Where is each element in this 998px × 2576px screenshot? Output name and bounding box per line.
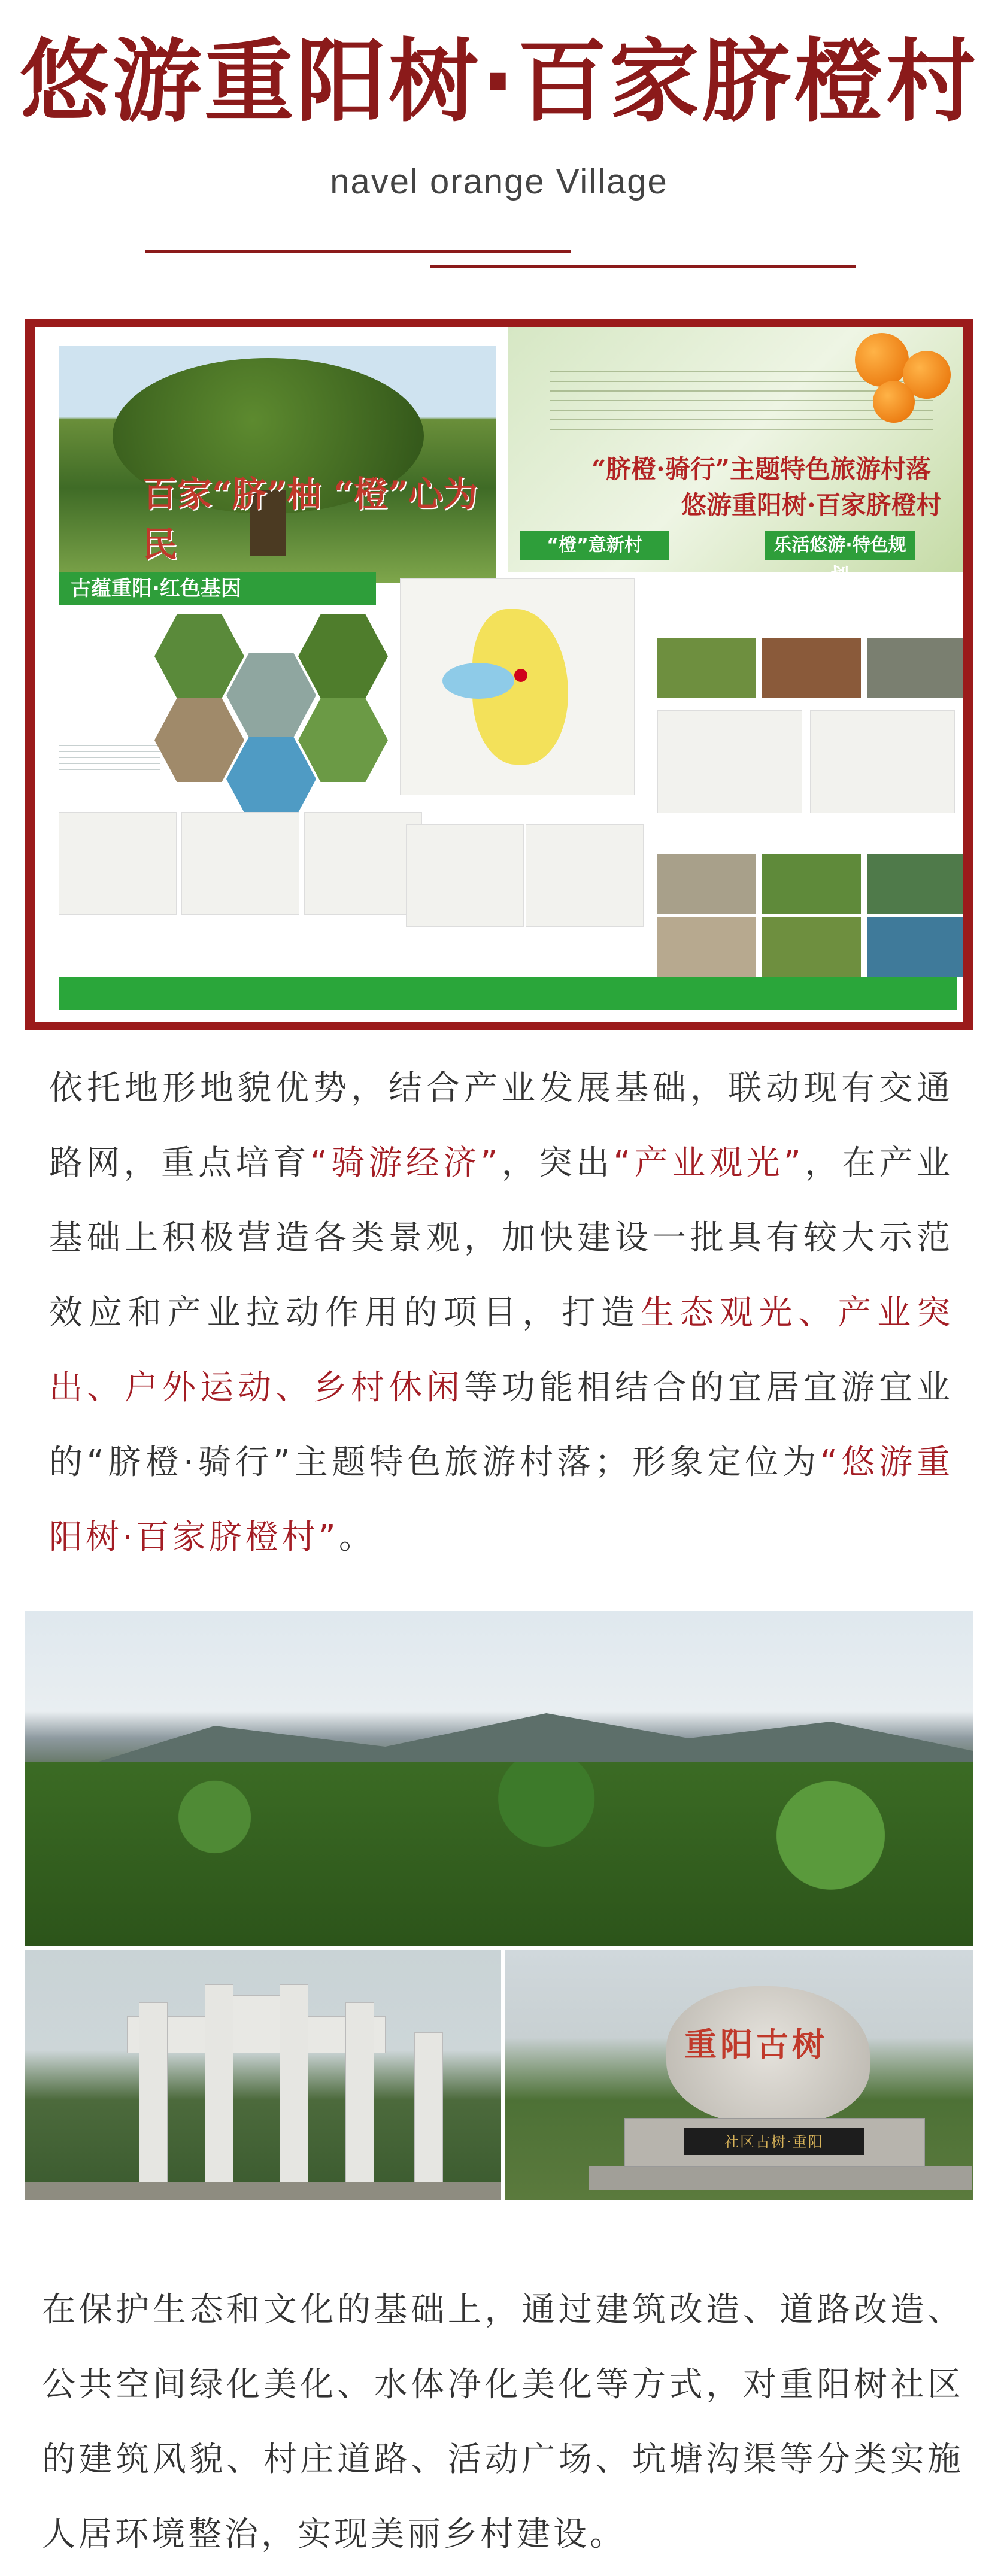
archway-pillar (345, 2002, 374, 2183)
map-lake (442, 663, 514, 699)
monument-photo (505, 1950, 973, 2200)
orange-fruit (855, 333, 909, 387)
ground (25, 2182, 501, 2200)
poster-mini-map (59, 812, 177, 915)
poster-hex-photo (298, 698, 388, 782)
paragraph-text: 依托地形地貌优势，结合产业发展基础，联动现有交通路网，重点培育 (49, 1069, 953, 1183)
poster-photo (657, 917, 756, 977)
poster-body-text (59, 614, 160, 770)
poster-mini-map (304, 812, 422, 915)
paragraph-text: ，在产业基础上积极营造各类景观，加快建设一批具有较大示范效应和产业拉动作用的项目，打造 (49, 1144, 954, 1332)
map-marker (514, 669, 527, 682)
page-subtitle: navel orange Village (330, 162, 668, 201)
poster-hex-photo (298, 614, 388, 698)
poster-photo (657, 854, 756, 914)
poster-slogan: 百家“脐”柚 “橙”心为民 (142, 474, 478, 565)
monument-base (589, 2166, 972, 2190)
poster-footer-bar (59, 977, 957, 1010)
poster-photo (657, 638, 756, 698)
poster-photo (867, 638, 963, 698)
page-title: 悠游重阳树·百家脐橙村 (20, 30, 978, 134)
poster-hex-photo (226, 653, 316, 737)
archway-pillar (280, 1984, 308, 2183)
paragraph-text: 。 (338, 1518, 375, 1557)
archway-pillar (205, 1984, 233, 2183)
poster-hex-photo (154, 698, 244, 782)
poster-location-map (400, 578, 635, 795)
poster-photo (867, 854, 963, 914)
poster-photo (762, 917, 861, 977)
poster-hex-photo (226, 737, 316, 821)
poster-mini-map (181, 812, 299, 915)
poster-tree-photo (59, 346, 496, 583)
orchard-trees (25, 1762, 973, 1946)
poster-photo (867, 917, 963, 977)
poster-section-bar: 古蕴重阳·红色基因 (59, 572, 376, 605)
paragraph-text: 等功能相结合的宜居宜游宜业的“脐橙·骑行”主题特色旅游村落；形象定位为 (49, 1368, 953, 1482)
poster-photo (762, 638, 861, 698)
landscape-photo (25, 1611, 973, 1946)
intro-paragraph (49, 1051, 953, 1575)
poster-mini-map (810, 710, 955, 813)
poster-position-title: 悠游重阳树·百家脐橙村 (681, 490, 942, 520)
poster-header-strip (35, 327, 496, 342)
poster-canvas (35, 327, 963, 1022)
planning-poster (25, 319, 973, 1030)
archway-photo (25, 1950, 501, 2200)
archway-pillar (139, 2002, 168, 2183)
highlight-text: “骑游经济” (310, 1144, 501, 1183)
highlight-text: 生态观光、产业突出、户外运动、乡村休闲 (49, 1293, 954, 1407)
poster-badge: 乐活悠游·特色规划 (765, 531, 915, 560)
orange-fruit (873, 381, 915, 423)
poster-theme-title: “脐橙·骑行”主题特色旅游村落 (591, 454, 931, 484)
poster-photo (762, 854, 861, 914)
poster-hex-photo (154, 614, 244, 698)
poster-orange-panel (508, 327, 963, 586)
decorative-line (145, 250, 571, 253)
monument-inscription: 重阳古树 (684, 2025, 828, 2063)
poster-badge: “橙”意新村 (520, 531, 669, 560)
poster-mini-map (526, 824, 644, 927)
highlight-text: “产业观光” (613, 1144, 804, 1183)
poster-body-text (651, 578, 783, 632)
environment-paragraph: 在保护生态和文化的基础上，通过建筑改造、道路改造、公共空间绿化美化、水体净化美化等方式，对重阳树社区的建筑风貌、村庄道路、活动广场、坑塘沟渠等分类实施人居环境整治，实现美丽乡村建设。 (42, 2290, 964, 2554)
poster-mini-map (657, 710, 802, 813)
poster-mini-map (406, 824, 524, 927)
archway-pillar (414, 2032, 443, 2183)
decorative-line (430, 265, 856, 268)
highlight-text: “悠游重阳树·百家脐橙村” (49, 1443, 954, 1557)
plaque-text: 社区古树·重阳 (724, 2133, 824, 2150)
paragraph-text: ，突出 (500, 1144, 614, 1183)
